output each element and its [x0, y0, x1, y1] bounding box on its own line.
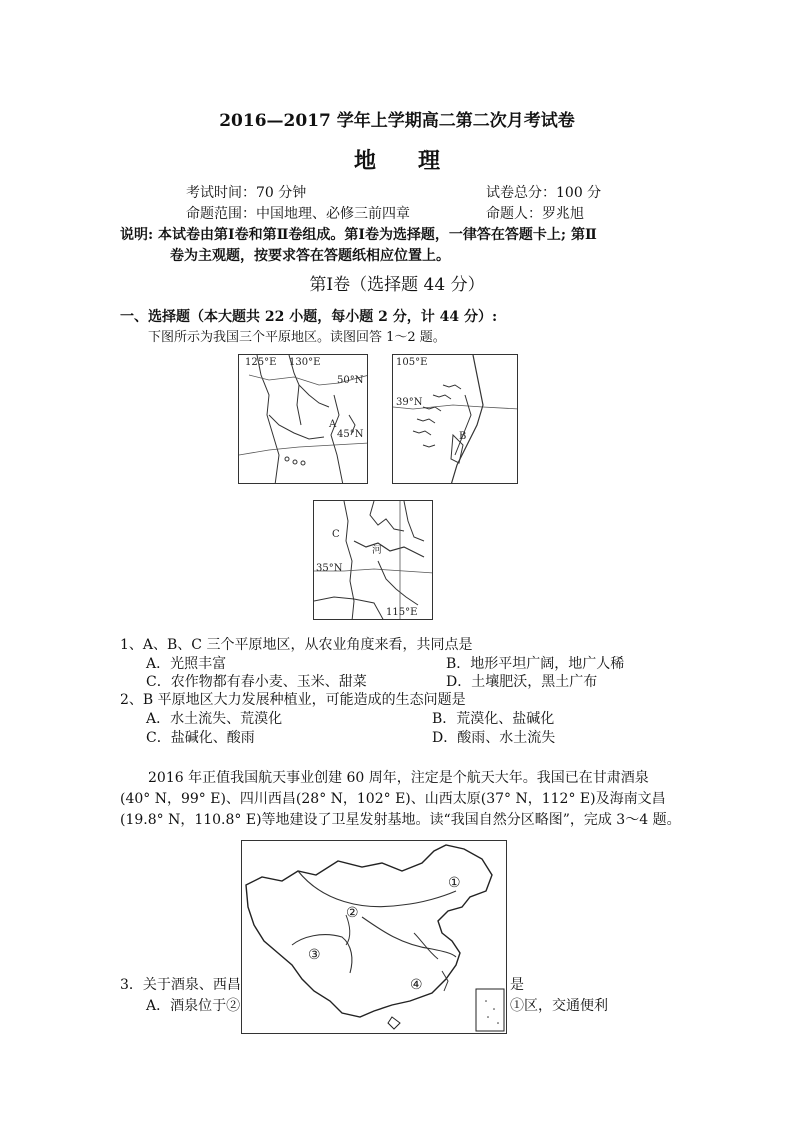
q2-option-d: D．酸雨、水土流失: [432, 730, 556, 746]
map-c-river-label: 河: [372, 545, 382, 556]
map-a-region-label: A: [329, 419, 337, 430]
q1-option-d: D．土壤肥沃，黑土广布: [446, 674, 598, 690]
china-natural-regions-map: [241, 840, 507, 1034]
passage-line3: (19.8° N，110.8° E)等地建设了卫星发射基地。读“我国自然分区略图”，完成 3～4 题。: [120, 812, 681, 828]
q2-stem: 2、B 平原地区大力发展种植业，可能造成的生态问题是: [120, 692, 466, 708]
china-map-region-3: ③: [308, 947, 321, 963]
passage-line1: 2016 年正值我国航天事业创建 60 周年，注定是个航天大年。我国已在甘肃酒泉: [148, 770, 649, 786]
exam-scope: 命题范围：中国地理、必修三前四章: [186, 206, 410, 222]
q3-option-a: A．酒泉位于②: [146, 998, 241, 1014]
map-b-region-label: B: [459, 431, 467, 442]
map-c-lat1: 35°N: [316, 563, 343, 574]
china-map-region-4: ④: [410, 977, 423, 993]
map-c-drawing: [314, 501, 433, 620]
q1-option-a: A．光照丰富: [146, 656, 227, 672]
china-map-region-2: ②: [346, 905, 359, 921]
q2-option-a: A．水土流失、荒漠化: [146, 711, 283, 727]
instructions-line1: 说明: 本试卷由第Ⅰ卷和第Ⅱ卷组成。第Ⅰ卷为选择题，一律答在答题卡上; 第Ⅱ: [120, 227, 597, 243]
q1-option-b: B．地形平坦广阔，地广人稀: [446, 656, 625, 672]
q3-option-tail: ①区，交通便利: [510, 998, 608, 1014]
question-intro: 下图所示为我国三个平原地区。读图回答 1～2 题。: [148, 330, 446, 345]
exam-time: 考试时间：70 分钟: [186, 185, 307, 201]
china-map-region-1: ①: [448, 875, 461, 891]
exam-author: 命题人：罗兆旭: [486, 206, 584, 222]
map-a-lon2: 130°E: [289, 357, 321, 368]
map-b-lon1: 105°E: [396, 357, 428, 368]
section-heading: 一、选择题（本大题共 22 小题，每小题 2 分，计 44 分）:: [120, 309, 498, 325]
exam-title: 2016—2017 学年上学期高二第二次月考试卷: [219, 111, 575, 131]
subject-title: 地理: [353, 148, 482, 174]
total-score: 试卷总分：100 分: [486, 185, 602, 201]
map-a-lat1: 50°N: [337, 375, 364, 386]
q1-stem: 1、A、B、C 三个平原地区，从农业角度来看，共同点是: [120, 637, 473, 653]
map-c-lon1: 115°E: [386, 607, 418, 618]
passage-line2: (40° N，99° E)、四川西昌(28° N，102° E)、山西太原(37° N，112° E)及海南文昌: [120, 791, 666, 807]
map-b-drawing: [393, 355, 518, 484]
part1-title: 第Ⅰ卷（选择题 44 分）: [309, 275, 485, 295]
q2-option-c: C．盐碱化、酸雨: [146, 730, 255, 746]
china-map-drawing: [242, 841, 507, 1034]
map-plain-a: [238, 354, 368, 484]
map-c-region-label: C: [332, 529, 340, 540]
map-a-lat2: 45°N: [337, 429, 364, 440]
q1-option-c: C．农作物都有春小麦、玉米、甜菜: [146, 674, 367, 690]
map-plain-b: [392, 354, 518, 484]
q2-option-b: B．荒漠化、盐碱化: [432, 711, 555, 727]
q3-stem-tail: 是: [510, 977, 524, 993]
map-b-lat1: 39°N: [396, 397, 423, 408]
instructions-line2: 卷为主观题，按要求答在答题纸相应位置上。: [170, 248, 450, 264]
map-plain-c: [313, 500, 433, 620]
q3-stem: 3．关于酒泉、西昌: [120, 977, 241, 993]
map-a-lon1: 125°E: [245, 357, 277, 368]
